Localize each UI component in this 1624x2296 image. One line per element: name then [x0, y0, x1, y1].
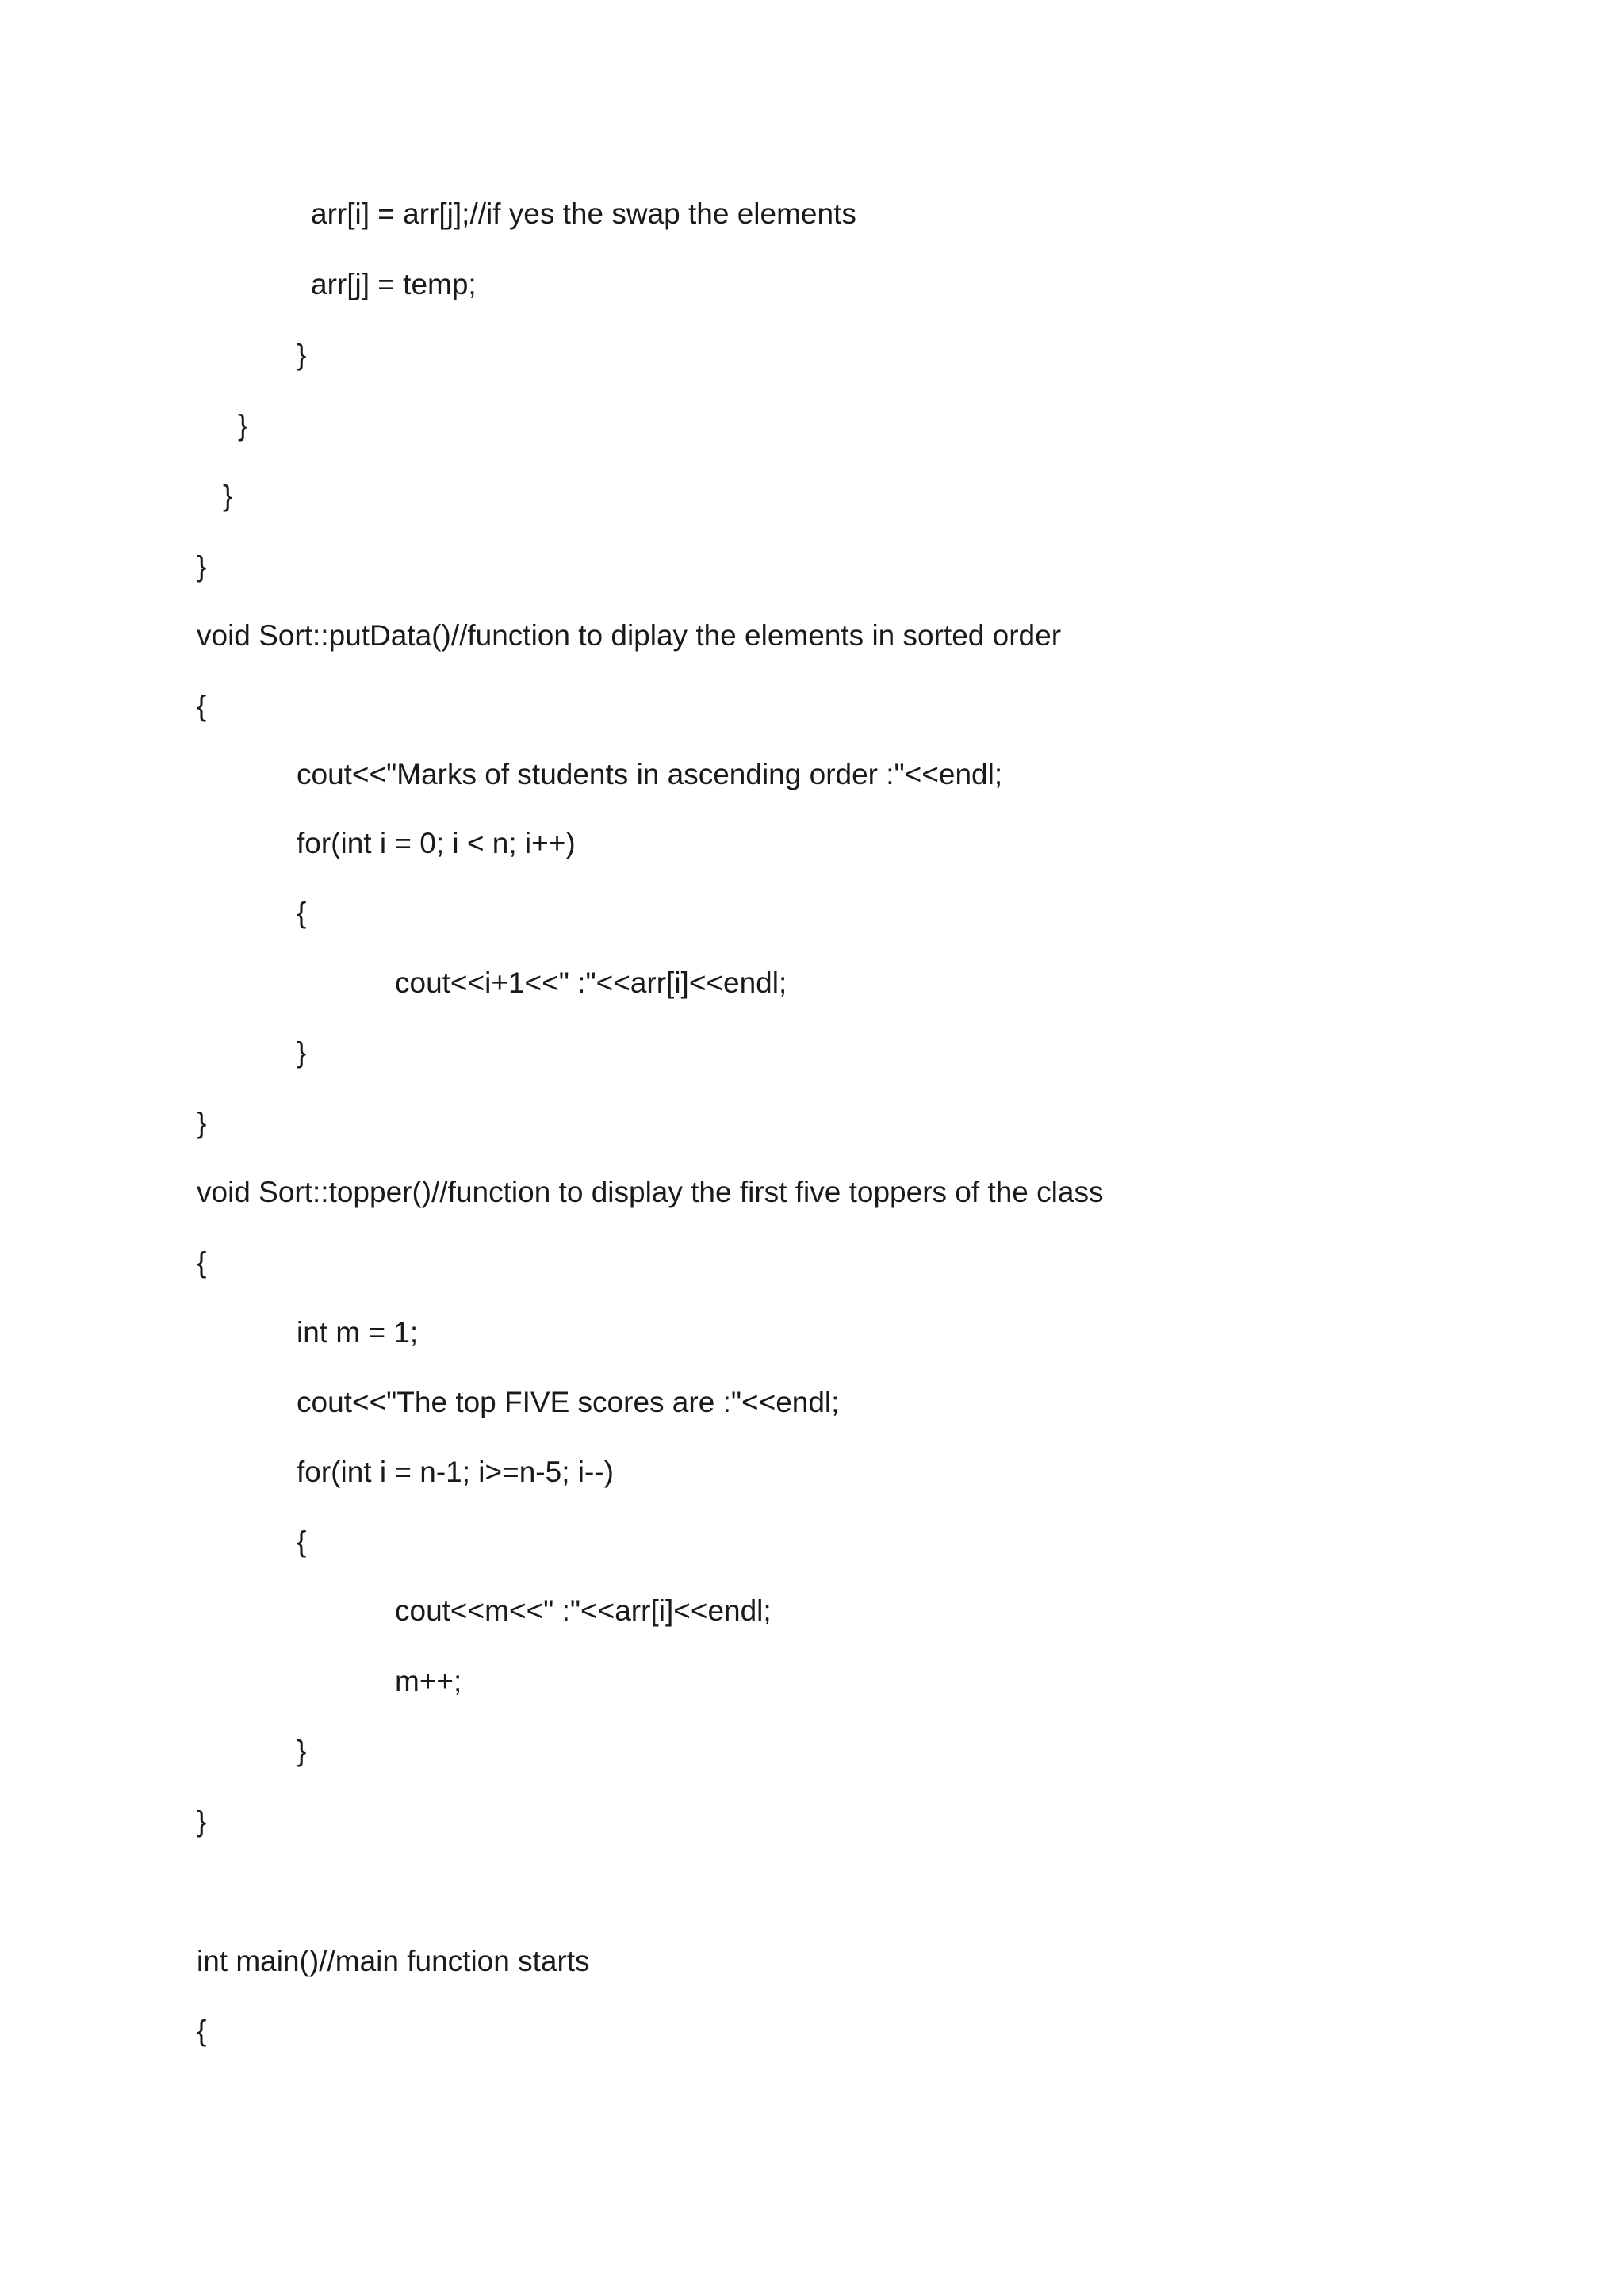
code-line: }: [197, 1107, 207, 1139]
code-line: }: [297, 1735, 307, 1767]
code-line: {: [297, 897, 307, 929]
code-line: void Sort::putData()//function to diplay the elements in sorted order: [197, 619, 1062, 652]
code-line: }: [223, 480, 233, 512]
code-line: arr[i] = arr[j];//if yes the swap the elements: [311, 197, 856, 230]
code-line: int m = 1;: [297, 1316, 419, 1349]
code-line: arr[j] = temp;: [311, 268, 477, 300]
code-line: int main()//main function starts: [197, 1945, 590, 1977]
code-line: {: [197, 2015, 207, 2047]
code-line: for(int i = 0; i < n; i++): [297, 827, 576, 859]
code-line: }: [197, 1805, 207, 1838]
code-line: }: [197, 550, 207, 583]
code-line: cout<<i+1<<" :"<<arr[i]<<endl;: [395, 966, 787, 999]
code-line: {: [297, 1525, 307, 1558]
code-line: cout<<"Marks of students in ascending order :"<<endl;: [297, 758, 1003, 790]
code-line: cout<<"The top FIVE scores are :"<<endl;: [297, 1386, 840, 1418]
code-line: for(int i = n-1; i>=n-5; i--): [297, 1456, 614, 1488]
code-line: void Sort::topper()//function to display the first five toppers of the class: [197, 1176, 1104, 1208]
code-line: }: [297, 1036, 307, 1069]
code-line: }: [238, 409, 248, 442]
code-line: cout<<m<<" :"<<arr[i]<<endl;: [395, 1594, 772, 1627]
code-line: m++;: [395, 1665, 462, 1697]
code-line: {: [197, 690, 207, 722]
code-line: }: [297, 339, 307, 371]
code-line: {: [197, 1246, 207, 1279]
